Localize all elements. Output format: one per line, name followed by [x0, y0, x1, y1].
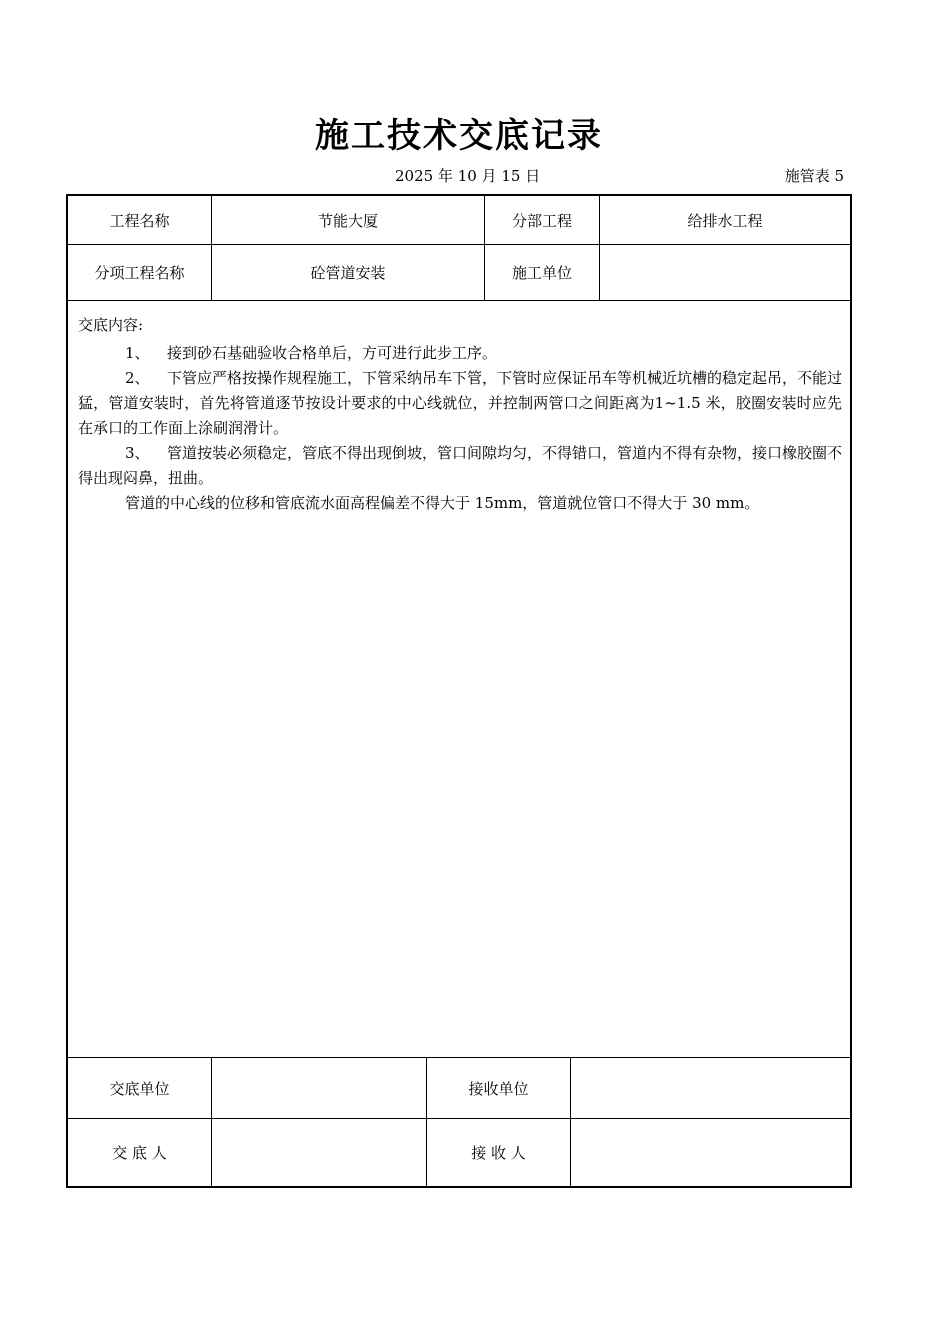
form-number: 施管表 5	[784, 167, 844, 185]
item-number: 1、	[125, 344, 150, 362]
receiving-unit-label: 接收单位	[468, 1079, 529, 1098]
item-text: 接到砂石基础验收合格单后，方可进行此步工序。	[167, 344, 498, 362]
subitem-name-label: 分项工程名称	[94, 264, 185, 282]
item-text: 下管应严格按操作规程施工，下管采纳吊车下管，下管时应保证吊车等机械近坑槽的稳定起吊，不能过猛，管道安装时，首先将管道逐节按设计要求的中心线就位，并控制两管口之间距离为1~1.5 米，胶圈安装时应先在承口的工作面上涂刷润滑计。	[78, 369, 843, 437]
item-number: 2、	[125, 369, 150, 387]
content-item	[78, 366, 842, 441]
content-item	[78, 341, 842, 366]
subitem-name-value: 砼管道安装	[310, 264, 386, 282]
content-heading: 交底内容:	[78, 316, 144, 334]
disclosing-unit-label: 交底单位	[109, 1079, 170, 1098]
record-form	[66, 194, 852, 1188]
division-label: 分部工程	[511, 211, 572, 230]
content-item	[78, 441, 842, 491]
discloser-label: 交 底 人	[112, 1144, 167, 1162]
receiver-label: 接 收 人	[471, 1144, 526, 1162]
item-number: 3、	[125, 444, 150, 462]
item-text: 管道按装必须稳定，管底不得出现倒坡，管口间隙均匀，不得错口，管道内不得有杂物，接口橡胶圈不得出现闷鼻，扭曲。	[78, 444, 843, 487]
discloser-value	[212, 1119, 426, 1186]
page-title: 施工技术交底记录	[315, 116, 603, 156]
contractor-value	[600, 245, 850, 300]
disclosure-content	[68, 301, 850, 1057]
division-value: 给排水工程	[687, 211, 763, 230]
disclosing-unit-value	[212, 1058, 426, 1118]
content-note: 管道的中心线的位移和管底流水面高程偏差不得大于 15mm，管道就位管口不得大于 30 mm。	[125, 494, 760, 512]
receiver-value	[571, 1119, 850, 1186]
project-name-value: 节能大厦	[317, 211, 378, 230]
record-date: 2025 年 10 月 15 日	[395, 167, 541, 185]
receiving-unit-value	[571, 1058, 850, 1118]
contractor-label: 施工单位	[511, 264, 572, 282]
project-name-label: 工程名称	[109, 211, 170, 230]
